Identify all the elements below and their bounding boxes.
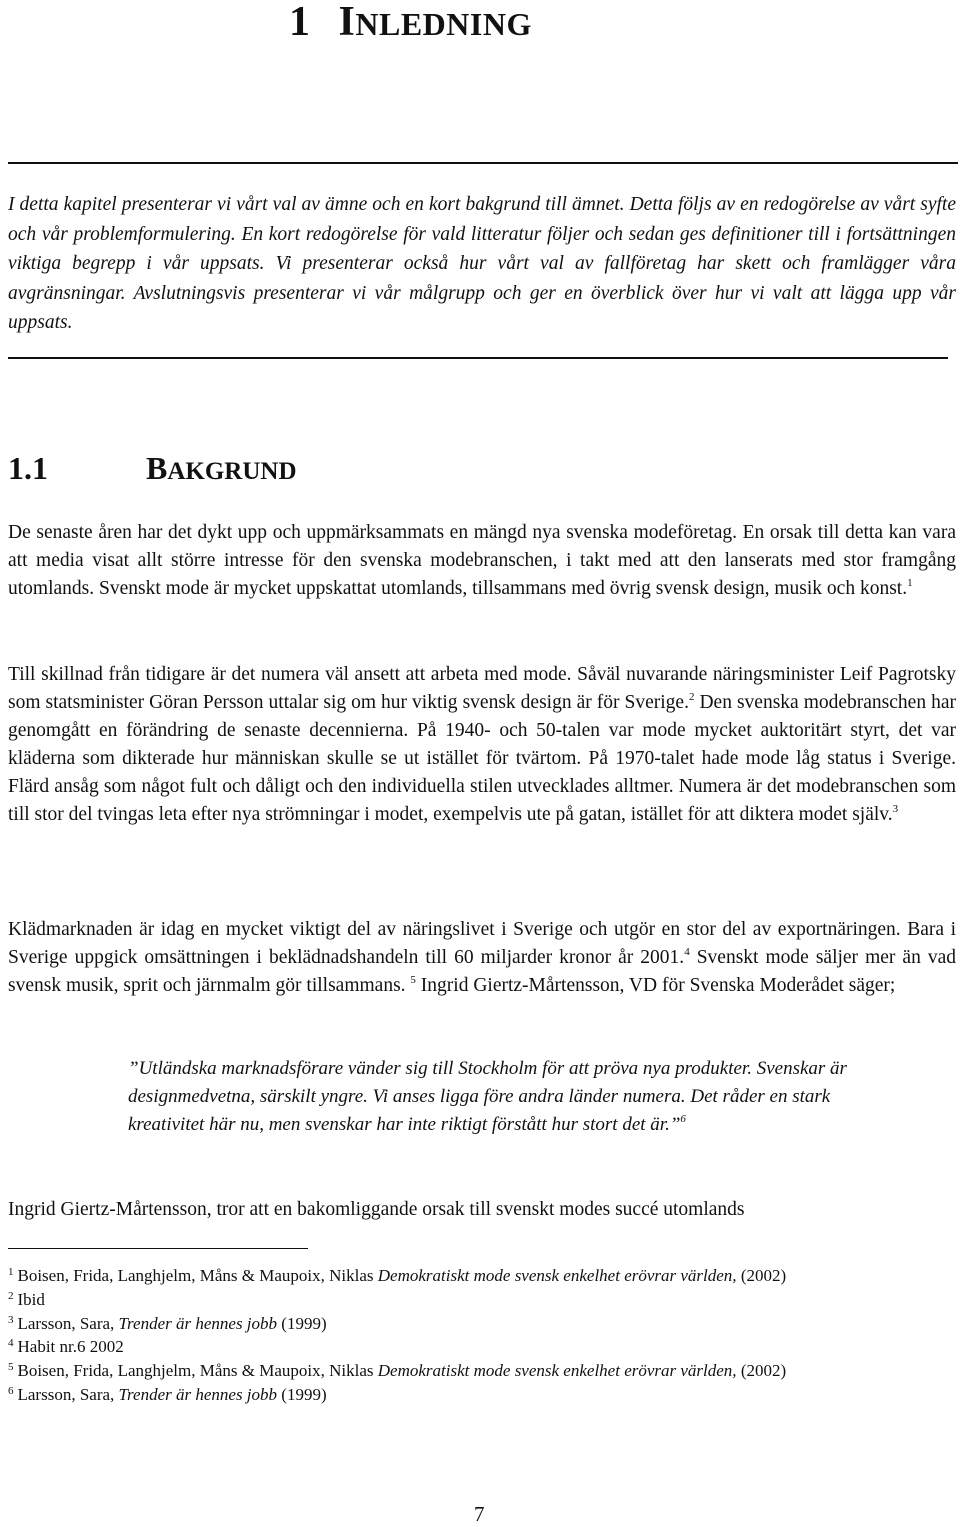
footnote-ref-3: 3 [892, 803, 899, 815]
paragraph-3-text-b: Svenskt mode säljer mer än vad svensk musik, sprit och järnmalm gör tillsammans. [8, 947, 956, 996]
page-number: 7 [474, 1502, 485, 1526]
section-title-rest: AKGRUND [167, 458, 297, 485]
top-divider [8, 162, 958, 164]
paragraph-2 [8, 661, 956, 829]
footnote-text: Habit nr.6 2002 [17, 1337, 124, 1357]
quote-text: ”Utländska marknadsförare vänder sig till Stockholm för att pröva nya produkter. Svenskar är designmedvetna, särskilt yngre. Vi anses ligga före andra länder numera. Det råder en stark kreativitet här nu, men svenskar har inte riktigt förstått hur stort det är.” [128, 1058, 847, 1135]
paragraph-3-text-a: Klädmarknaden är idag en mycket viktigt del av näringslivet i Sverige och utgör en stor del av exportnäringen. Bara i Sverige uppgick omsättningen i beklädnadshandeln till 60 miljarder kronor år 2001. [8, 919, 956, 968]
footnote-number: 5 [8, 1361, 14, 1374]
footnote [8, 1383, 956, 1407]
footnote-year: (1999) [277, 1313, 327, 1333]
footnote-title: Trender är hennes jobb [118, 1384, 278, 1404]
paragraph-4: Ingrid Giertz-Mårtensson, tror att en bakomliggande orsak till svenskt modes succé utomlands [8, 1199, 745, 1220]
footnote [8, 1264, 956, 1288]
footnote [8, 1359, 956, 1383]
footnote-number: 1 [8, 1266, 14, 1278]
paragraph-2-text-a: Till skillnad från tidigare är det numera väl ansett att arbeta med mode. Såväl nuvarande näringsminister Leif Pagrotsky som statsminister Göran Persson uttalar sig om hur viktig svensk design är för Sverige. [8, 664, 956, 713]
intro-divider [8, 357, 948, 359]
footnote [8, 1288, 956, 1312]
chapter-number: 1 [289, 0, 311, 45]
footnote-number: 2 [8, 1289, 14, 1302]
section-heading [8, 450, 297, 487]
block-quote [128, 1055, 848, 1139]
footnote-text: Ibid [17, 1289, 45, 1309]
footnote-divider [8, 1248, 308, 1249]
footnote [8, 1335, 956, 1359]
chapter-title-initial: I [338, 0, 356, 45]
paragraph-3-text-c: Ingrid Giertz-Mårtensson, VD för Svenska Moderådet säger; [415, 975, 896, 996]
section-number: 1.1 [8, 450, 48, 486]
footnote-number: 4 [8, 1337, 14, 1350]
document-page [8, 0, 956, 1526]
footnote-number: 3 [8, 1313, 14, 1326]
footnote-text: Boisen, Frida, Langhjelm, Måns & Maupoix, Niklas [17, 1361, 378, 1381]
paragraph-3 [8, 916, 956, 1000]
footnote-title: Demokratiskt mode svensk enkelhet erövrar världen, [377, 1361, 737, 1381]
chapter-intro: I detta kapitel presenterar vi vårt val av ämne och en kort bakgrund till ämnet. Detta följs av en redogörelse av vårt syfte och vår problemformulering. En kort redogörelse för vald litteratur följer och sedan ges definitioner till i fortsättningen viktiga begrepp i vår uppsats. Vi presenterar också hur vårt val av fallföretag har skett och framlägger våra avgränsningar. Avslutningsvis presenterar vi vår målgrupp och ger en överblick över hur vi valt att lägga upp vår uppsats. [8, 194, 956, 333]
footnote-year: (2002) [736, 1266, 787, 1285]
chapter-heading [289, 0, 532, 46]
footnote-year: (2002) [736, 1361, 787, 1381]
footnote-ref-6: 6 [680, 1113, 686, 1125]
footnotes [8, 1264, 956, 1407]
footnote-ref-5: 5 [410, 974, 416, 986]
footnote-text: Boisen, Frida, Langhjelm, Måns & Maupoix, Niklas [17, 1266, 378, 1285]
footnote-title: Demokratiskt mode svensk enkelhet erövrar världen, [377, 1266, 737, 1285]
footnote-year: (1999) [277, 1384, 327, 1404]
footnote-ref-2: 2 [688, 691, 695, 703]
section-title-initial: B [146, 450, 168, 486]
paragraph-2-text-b: Den svenska modebranschen har genomgått en förändring de senaste decennierna. På 1940- och 50-talen var mode mycket auktoritärt styrt, det var kläderna som dikterade hur människan skulle se ut istället för tvärtom. På 1970-talet hade mode låg status i Sverige. Flärd ansåg som något fult och dåligt och den individuella stilen utvecklades alltmer. Numera är det modebranschen som till stor del tvingas leta efter nya strömningar i modet, exempelvis ute på gatan, istället för att diktera modet själv. [8, 692, 956, 825]
footnote-title: Trender är hennes jobb [118, 1313, 278, 1333]
footnote-text: Larsson, Sara, [17, 1313, 119, 1333]
footnote-number: 6 [8, 1384, 14, 1397]
footnote-ref-4: 4 [684, 946, 690, 958]
footnote-text: Larsson, Sara, [17, 1384, 119, 1404]
paragraph-1 [8, 519, 956, 603]
footnote-ref-1: 1 [907, 577, 913, 589]
footnote [8, 1312, 956, 1336]
paragraph-1-text: De senaste åren har det dykt upp och uppmärksammats en mängd nya svenska modeföretag. En orsak till detta kan vara att media visat allt större intresse för den svenska modebranschen, i takt med att den lanserats med stor framgång utomlands. Svenskt mode är mycket uppskattat utomlands, tillsammans med övrig svensk design, musik och konst. [8, 522, 956, 599]
chapter-title-rest: NLEDNING [355, 6, 532, 42]
